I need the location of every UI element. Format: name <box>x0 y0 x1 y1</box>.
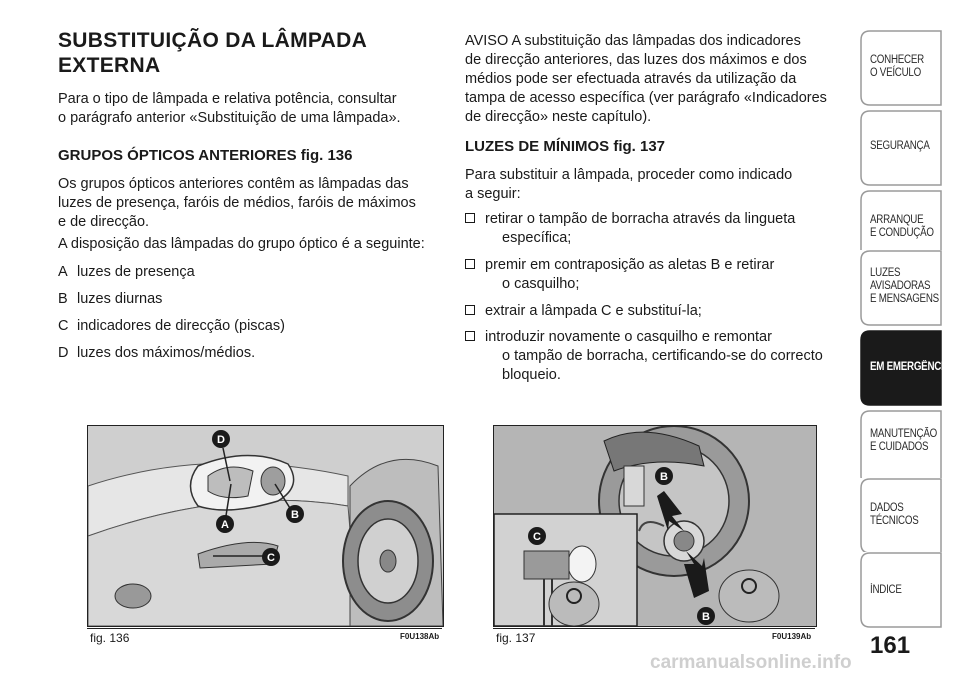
figure-label-b-top: B <box>660 471 668 483</box>
list-letter: B <box>58 291 68 307</box>
bullet-item <box>465 210 845 248</box>
warning-line: AVISO A substituição das lâmpadas dos indicadores <box>465 33 801 49</box>
list-text: luzes dos máximos/médios. <box>77 345 256 361</box>
warning-line: tampa de acesso específica (ver parágrafo «Indicadores <box>465 90 827 106</box>
nav-tab-indice[interactable] <box>860 552 942 628</box>
list-letter: C <box>58 318 69 334</box>
nav-tab-emergencia[interactable] <box>860 330 951 406</box>
nav-tab-label: SEGURANÇA <box>870 140 930 152</box>
intro-line: Para o tipo de lâmpada e relativa potência, consultar <box>58 91 397 107</box>
bullet-line: específica; <box>502 230 572 246</box>
title-line-1: SUBSTITUIÇÃO DA LÂMPADA <box>58 29 368 52</box>
nav-tab-label: CONHECER O VEÍCULO <box>870 54 924 79</box>
warning-line: de direcção» neste capítulo). <box>465 109 652 125</box>
figure-label-c: C <box>267 552 275 564</box>
figure-136-code: F0U138Ab <box>400 632 440 641</box>
checkbox-bullet-icon <box>465 331 475 341</box>
figure-136-rule <box>87 628 442 629</box>
figure-label-d: D <box>217 434 225 446</box>
nav-tab-label: EM EMERGÊNCIA <box>870 361 951 373</box>
sidelights-intro <box>465 166 792 204</box>
figure-label-b-bottom: B <box>702 611 710 623</box>
bullet-item <box>465 256 845 294</box>
list-text: luzes diurnas <box>77 291 163 307</box>
nav-tab-label: ÍNDICE <box>870 584 902 596</box>
checkbox-bullet-icon <box>465 305 475 315</box>
checkbox-bullet-icon <box>465 259 475 269</box>
warning-line: de direcção anteriores, das luzes dos máximos e dos <box>465 52 807 68</box>
list-text: luzes de presença <box>77 264 195 280</box>
intro-paragraph <box>58 90 401 128</box>
layout-paragraph: A disposição das lâmpadas do grupo óptico é a seguinte: <box>58 236 425 252</box>
figure-137-caption: fig. 137 <box>496 631 536 645</box>
watermark: carmanualsonline.info <box>650 652 852 673</box>
bullet-line: bloqueio. <box>502 367 561 383</box>
paragraph-line: Os grupos ópticos anteriores contêm as lâmpadas das <box>58 176 409 192</box>
figure-label-a: A <box>221 519 229 531</box>
warning-line: médios pode ser efectuada através da utilização da <box>465 71 797 87</box>
nav-tab-dados[interactable] <box>860 478 942 554</box>
nav-tab-conhecer[interactable] <box>860 30 942 106</box>
intro-line: Para substituir a lâmpada, proceder como indicado <box>465 167 793 183</box>
nav-tab-label: ARRANQUE E CONDUÇÃO <box>870 214 934 239</box>
intro-line: o parágrafo anterior «Substituição de uma lâmpada». <box>58 110 401 126</box>
bullet-item <box>465 328 845 385</box>
title-line-2: EXTERNA <box>58 54 161 77</box>
figure-137-code: F0U139Ab <box>772 632 812 641</box>
bullet-line: retirar o tampão de borracha através da lingueta <box>485 211 796 227</box>
headlights-paragraph <box>58 175 416 232</box>
nav-tab-label: DADOS TÉCNICOS <box>870 502 919 527</box>
figure-label-c: C <box>533 531 541 543</box>
figure-136-image <box>87 425 444 627</box>
bullet-line: o casquilho; <box>502 276 580 292</box>
figure-137-rule <box>493 628 815 629</box>
paragraph-line: luzes de presença, faróis de médios, faróis de máximos <box>58 195 416 211</box>
list-letter: D <box>58 345 69 361</box>
nav-tab-label: LUZES AVISADORAS E MENSAGENS <box>870 267 939 305</box>
figure-137-image <box>493 425 817 627</box>
figure-label-b: B <box>291 509 299 521</box>
bulb-holder-illustration <box>494 426 816 626</box>
bullet-line: extrair a lâmpada C e substituí-la; <box>485 303 702 319</box>
bullet-item <box>465 302 845 321</box>
checkbox-bullet-icon <box>465 213 475 223</box>
paragraph-line: e de direcção. <box>58 214 150 230</box>
page-title <box>58 28 367 78</box>
figure-136-caption: fig. 136 <box>90 631 130 645</box>
intro-line: a seguir: <box>465 186 521 202</box>
section-heading-headlights: GRUPOS ÓPTICOS ANTERIORES fig. 136 <box>58 147 353 164</box>
nav-tab-seguranca[interactable] <box>860 110 942 186</box>
nav-tab-manutencao[interactable] <box>860 410 942 486</box>
bullet-line: premir em contraposição as aletas B e retirar <box>485 257 775 273</box>
page-number: 161 <box>870 632 911 659</box>
list-letter: A <box>58 264 68 280</box>
warning-paragraph <box>465 32 827 127</box>
list-text: indicadores de direcção (piscas) <box>77 318 285 334</box>
bullet-line: introduzir novamente o casquilho e remontar <box>485 329 772 345</box>
nav-tab-label: MANUTENÇÃO E CUIDADOS <box>870 428 937 453</box>
nav-tab-luzes[interactable] <box>860 250 942 326</box>
section-heading-sidelights: LUZES DE MÍNIMOS fig. 137 <box>465 138 666 155</box>
bullet-line: o tampão de borracha, certificando-se do correcto <box>502 348 823 364</box>
headlight-illustration <box>88 426 443 626</box>
